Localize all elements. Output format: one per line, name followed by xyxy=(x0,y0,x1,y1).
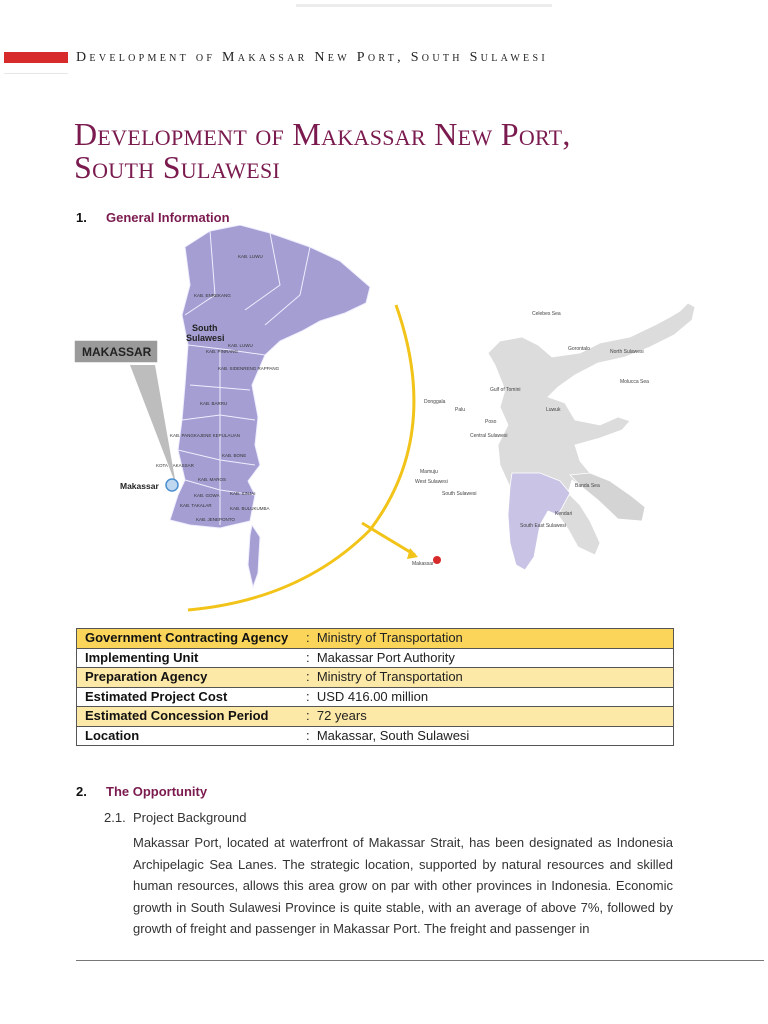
body-paragraph: Makassar Port, located at waterfront of Makassar Strait, has been designated as Indonesia Archipelagic Sea Lanes. The strategic location, supported by natural resources and skilled human resources, allows this area grow on par with other provinces in Indonesia. Economic growth in South Sulawesi Province is quite stable, with an average of above 7%, followed by growth of freight and passenger in Makassar Port. The freight and passenger in xyxy=(133,835,673,936)
svg-text:West Sulawesi: West Sulawesi xyxy=(415,479,448,485)
page-title xyxy=(74,118,734,184)
location-map xyxy=(70,225,768,615)
svg-text:KAB. SINJAI: KAB. SINJAI xyxy=(230,491,256,496)
table-row: Estimated Project Cost : USD 416.00 million xyxy=(77,687,674,707)
title-line-1: Development of Makassar New Port, xyxy=(74,116,571,152)
running-header: Development of Makassar New Port, South Sulawesi xyxy=(76,50,548,65)
section-heading-general: 1. General Information xyxy=(76,210,230,225)
svg-text:Poso: Poso xyxy=(485,419,497,425)
top-rule xyxy=(296,4,552,7)
table-row: Preparation Agency : Ministry of Transportation xyxy=(77,668,674,688)
callout-pointer xyxy=(130,365,176,485)
title-line-2: South Sulawesi xyxy=(74,149,281,185)
callout-label: MAKASSAR xyxy=(82,345,152,359)
svg-text:KAB. SIDENRENG RAPPANG: KAB. SIDENRENG RAPPANG xyxy=(218,366,280,371)
svg-text:KAB. MAROS: KAB. MAROS xyxy=(198,477,227,482)
project-info-table xyxy=(76,628,674,746)
province-label: South xyxy=(192,323,218,333)
svg-text:KAB. PINRANG: KAB. PINRANG xyxy=(206,349,239,354)
svg-text:KAB. JENEPONTO: KAB. JENEPONTO xyxy=(196,517,235,522)
svg-text:Celebes Sea: Celebes Sea xyxy=(532,311,561,317)
indonesia-flag-icon xyxy=(4,52,68,73)
svg-text:Banda Sea: Banda Sea xyxy=(575,483,600,489)
svg-text:KAB. ENREKANG: KAB. ENREKANG xyxy=(194,293,231,298)
svg-text:KAB. PANGKAJENE KEPULAUAN: KAB. PANGKAJENE KEPULAUAN xyxy=(170,433,240,438)
svg-text:KAB. TAKALAR: KAB. TAKALAR xyxy=(180,503,212,508)
svg-text:KAB. LUWU: KAB. LUWU xyxy=(238,254,263,259)
svg-text:KAB. LUWU: KAB. LUWU xyxy=(228,343,253,348)
subsection-heading: 2.1. Project Background xyxy=(104,810,247,825)
svg-text:South Sulawesi: South Sulawesi xyxy=(442,491,477,497)
connector-arrow xyxy=(362,523,415,555)
svg-text:North Sulawesi: North Sulawesi xyxy=(610,349,644,355)
makassar-city-icon xyxy=(166,479,178,491)
svg-text:Kendari: Kendari xyxy=(555,511,573,517)
svg-text:KAB. GOWA: KAB. GOWA xyxy=(194,493,220,498)
table-row: Government Contracting Agency : Ministry of Transportation xyxy=(77,629,674,649)
svg-text:Molucca Sea: Molucca Sea xyxy=(620,379,649,385)
svg-text:Gulf of Tomini: Gulf of Tomini xyxy=(490,387,521,393)
svg-text:KAB. BONE: KAB. BONE xyxy=(222,453,247,458)
province-label-2: Sulawesi xyxy=(186,333,225,343)
svg-text:Donggala: Donggala xyxy=(424,399,446,405)
svg-text:KOTA MAKASSAR: KOTA MAKASSAR xyxy=(156,463,194,468)
svg-text:Gorontalo: Gorontalo xyxy=(568,346,590,352)
south-sulawesi-province-map xyxy=(170,225,370,587)
svg-text:Makassar: Makassar xyxy=(412,561,434,567)
svg-text:KAB. BULUKUMBA: KAB. BULUKUMBA xyxy=(230,506,270,511)
footer-rule xyxy=(76,960,764,961)
table-row: Location : Makassar, South Sulawesi xyxy=(77,726,674,746)
svg-text:Central Sulawesi: Central Sulawesi xyxy=(470,433,508,439)
table-row: Estimated Concession Period : 72 years xyxy=(77,707,674,727)
svg-text:Mamuju: Mamuju xyxy=(420,469,438,475)
table-row: Implementing Unit : Makassar Port Authority xyxy=(77,648,674,668)
svg-text:Luwuk: Luwuk xyxy=(546,407,561,413)
section-heading-opportunity: 2. The Opportunity xyxy=(76,784,208,799)
svg-text:Palu: Palu xyxy=(455,407,466,413)
svg-text:KAB. BARRU: KAB. BARRU xyxy=(200,401,228,406)
svg-text:South East Sulawesi: South East Sulawesi xyxy=(520,523,566,529)
makassar-marker-icon xyxy=(433,556,441,564)
city-label: Makassar xyxy=(120,481,159,491)
